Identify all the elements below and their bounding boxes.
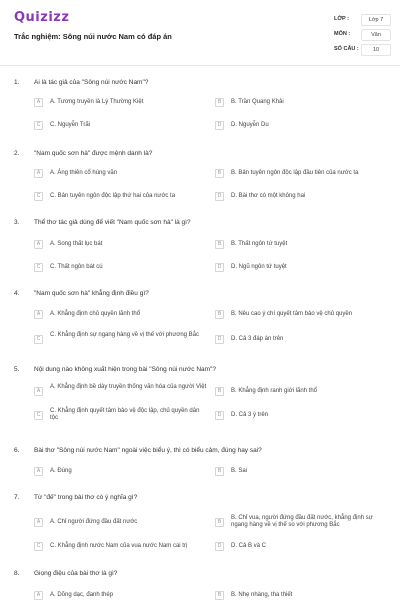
meta-subject-label: MÔN : (334, 31, 351, 37)
meta-grade-value: Lớp 7 (361, 14, 391, 26)
question-text: Ai là tác giả của "Sông núi nước Nam"? (34, 79, 149, 86)
option-text: A. Dõng dạc, đanh thép (50, 591, 114, 598)
option-letter: A (34, 98, 43, 107)
option-letter: C (34, 263, 43, 272)
question-number: 6. (14, 447, 20, 454)
option-letter: B (215, 591, 224, 600)
option-letter: C (34, 121, 43, 130)
option-text: A. Tương truyền là Lý Thường Kiệt (50, 98, 144, 105)
option-letter: D (215, 121, 224, 130)
question-text: Từ "đế" trong bài thơ có ý nghĩa gì? (34, 494, 138, 501)
option-text: B. Thất ngôn tứ tuyệt (231, 240, 288, 247)
option-letter: D (215, 335, 224, 344)
option-letter: B (215, 98, 224, 107)
meta-count-value: 10 (361, 44, 391, 56)
option-letter: D (215, 542, 224, 551)
option-text: B. Nêu cao ý chí quyết tâm bảo vệ chủ quyền (231, 310, 353, 317)
option-text: D. Cả 3 đáp án trên (231, 335, 284, 342)
option-text: D. Cả B và C (231, 542, 267, 549)
option-letter: B (215, 240, 224, 249)
option-text: D. Cả 3 ý trên (231, 411, 269, 418)
question-number: 3. (14, 219, 20, 226)
option-text: B. Trần Quang Khải (231, 98, 284, 105)
question-text: Nội dung nào không xuất hiện trong bài "Sông núi nước Nam"? (34, 366, 216, 373)
option-text: A. Áng thiên cổ hùng văn (50, 169, 118, 176)
meta-grade-label: LỚP : (334, 16, 349, 22)
option-text: D. Bài thơ có một không hai (231, 192, 306, 199)
option-text: A. Khẳng định bề dày truyền thống văn hóa của người Việt (50, 383, 207, 390)
meta-subject (334, 29, 394, 41)
option-letter: B (215, 387, 224, 396)
page-title: Trắc nghiệm: Sông núi nước Nam có đáp án (14, 32, 172, 41)
quizizz-logo[interactable]: Quizizz (14, 10, 70, 25)
option-text: C. Bản tuyên ngôn độc lập thứ hai của nước ta (50, 192, 176, 199)
option-letter: A (34, 467, 43, 476)
meta-count-label: SỐ CÂU : (334, 46, 359, 52)
option-letter: A (34, 591, 43, 600)
option-letter: A (34, 387, 43, 396)
question-number: 4. (14, 290, 20, 297)
option-letter: A (34, 240, 43, 249)
question-number: 7. (14, 494, 20, 501)
option-letter: A (34, 518, 43, 527)
option-text: B. Chỉ vua, người đứng đầu đất nước, khẳng định sự ngang hàng về vị thế so với phương Bắc (231, 514, 373, 528)
option-text: B. Khẳng định ranh giới lãnh thổ (231, 387, 317, 394)
option-letter: A (34, 169, 43, 178)
meta-grade (334, 14, 394, 26)
option-letter: D (215, 411, 224, 420)
quiz-header (0, 0, 400, 66)
option-letter: B (215, 518, 224, 527)
question-number: 2. (14, 150, 20, 157)
option-text: C. Khẳng định nước Nam của vua nước Nam cai trị (50, 542, 188, 549)
option-letter: B (215, 310, 224, 319)
question-text: Thể thơ tác giả dùng để viết "Nam quốc sơn hà" là gì? (34, 219, 191, 226)
question-text: Bài thơ "Sông núi nước Nam" ngoài việc biểu ý, thì có biểu cảm, đúng hay sai? (34, 447, 262, 454)
option-text: C. Khẳng định sự ngang hàng về vị thế với phương Bắc (50, 331, 199, 338)
question-text: "Nam quốc sơn hà" được mệnh danh là? (34, 150, 153, 157)
option-letter: D (215, 192, 224, 201)
question-text: Giọng điệu của bài thơ là gì? (34, 570, 118, 577)
option-letter: D (215, 263, 224, 272)
option-text: A. Khẳng định chủ quyền lãnh thổ (50, 310, 141, 317)
option-letter: B (215, 467, 224, 476)
option-letter: C (34, 192, 43, 201)
option-text: C. Thất ngôn bát cú (50, 263, 103, 270)
option-text: B. Bản tuyên ngôn độc lập đầu tiên của nước ta (231, 169, 359, 176)
option-letter: C (34, 542, 43, 551)
option-text: A. Song thất lục bát (50, 240, 103, 247)
option-text: C. Khẳng định quyết tâm bảo vệ độc lập, chủ quyền dân tộc (50, 407, 200, 421)
option-text: B. Nhẹ nhàng, tha thiết (231, 591, 293, 598)
option-text: D. Nguyễn Du (231, 121, 269, 128)
option-letter: C (34, 335, 43, 344)
option-letter: C (34, 411, 43, 420)
question-number: 8. (14, 570, 20, 577)
option-letter: A (34, 310, 43, 319)
meta-subject-value: Văn (361, 29, 391, 41)
option-text: B. Sai (231, 467, 248, 474)
option-text: D. Ngũ ngôn tứ tuyệt (231, 263, 287, 270)
option-letter: B (215, 169, 224, 178)
option-text: C. Nguyễn Trãi (50, 121, 91, 128)
question-text: "Nam quốc sơn hà" khẳng định điều gì? (34, 290, 149, 297)
question-number: 1. (14, 79, 20, 86)
option-text: A. Chỉ người đứng đầu đất nước (50, 518, 138, 525)
meta-count (334, 44, 394, 56)
option-text: A. Đúng (50, 467, 72, 474)
question-number: 5. (14, 366, 20, 373)
